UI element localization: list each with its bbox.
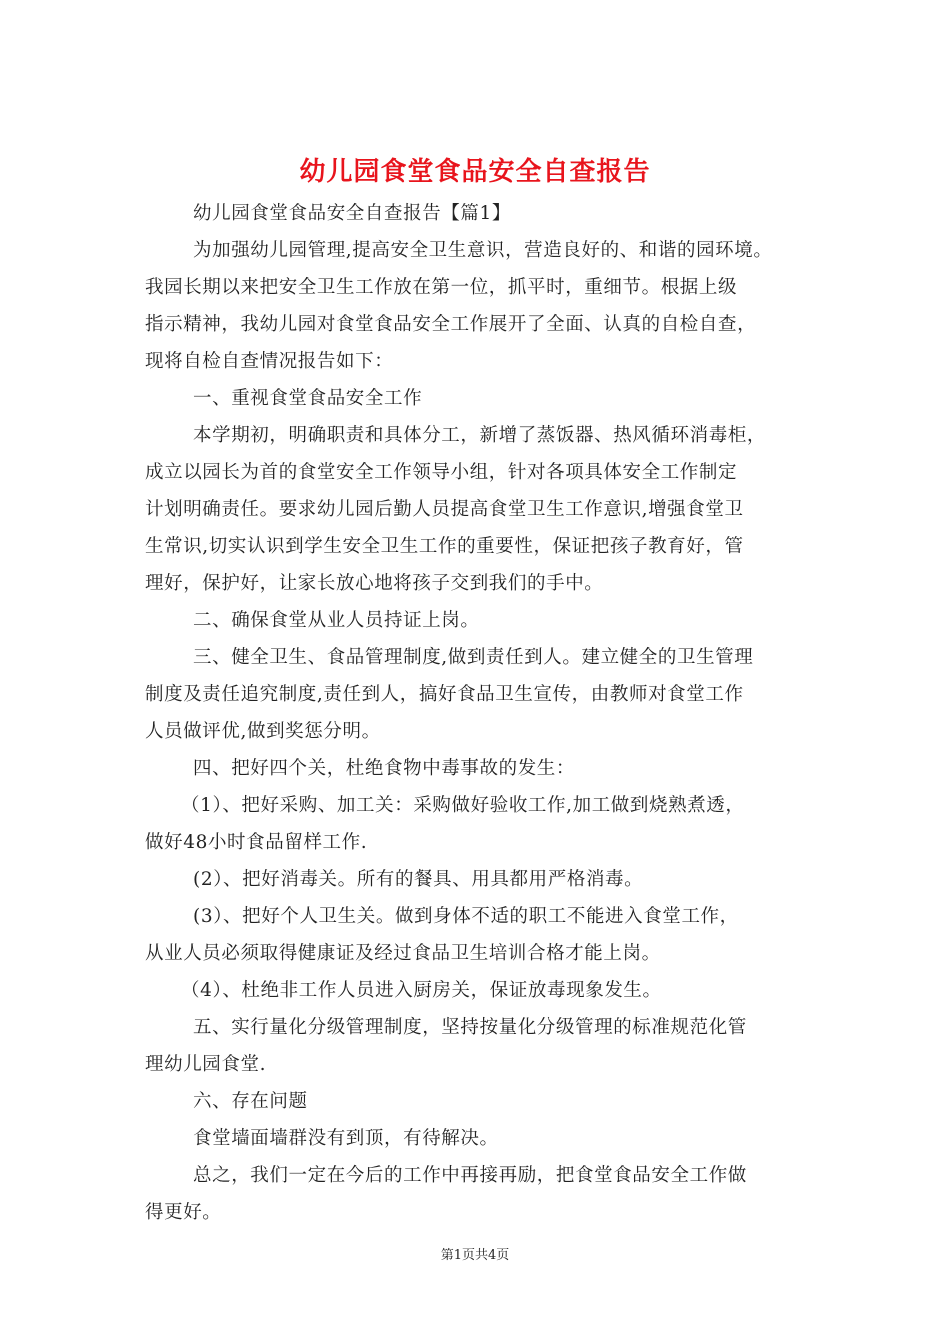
section-heading: 五、实行量化分级管理制度，坚持按量化分级管理的标准规范化管	[193, 1017, 747, 1038]
paragraph-line: 理幼儿园食堂.	[145, 1054, 267, 1075]
list-item: （4）、杜绝非工作人员进入厨房关，保证放毒现象发生。	[181, 980, 662, 1001]
paragraph-line: 成立以园长为首的食堂安全工作领导小组，针对各项具体安全工作制定	[145, 462, 738, 483]
paragraph-line: 理好，保护好，让家长放心地将孩子交到我们的手中。	[145, 573, 604, 594]
section-heading: 六、存在问题	[193, 1091, 308, 1112]
paragraph-line: 现将自检自查情况报告如下：	[145, 351, 394, 372]
paragraph-line: 总之，我们一定在今后的工作中再接再励，把食堂食品安全工作做	[193, 1165, 747, 1186]
paragraph-line: 为加强幼儿园管理,提高安全卫生意识，营造良好的、和谐的园环境。	[193, 240, 773, 261]
paragraph-line: 生常识,切实认识到学生安全卫生工作的重要性，保证把孩子教育好，管	[145, 536, 744, 557]
section-heading: 四、把好四个关，杜绝食物中毒事故的发生：	[193, 758, 576, 779]
paragraph-line: 人员做评优,做到奖惩分明。	[145, 721, 381, 742]
section-heading: 幼儿园食堂食品安全自查报告【篇1】	[193, 203, 511, 224]
document-body	[145, 195, 810, 1231]
paragraph-line: 做好48小时食品留样工作.	[145, 832, 368, 853]
paragraph-line: 本学期初，明确职责和具体分工，新增了蒸饭器、热风循环消毒柜，	[193, 425, 767, 446]
section-heading: 三、健全卫生、食品管理制度,做到责任到人。建立健全的卫生管理	[193, 647, 754, 668]
document-title: 幼儿园食堂食品安全自查报告	[299, 157, 651, 187]
paragraph-line: 得更好。	[145, 1202, 222, 1223]
paragraph-line: 计划明确责任。要求幼儿园后勤人员提高食堂卫生工作意识,增强食堂卫	[145, 499, 744, 520]
paragraph-line: 制度及责任追究制度,责任到人，搞好食品卫生宣传，由教师对食堂工作	[145, 684, 744, 705]
paragraph-line: 我园长期以来把安全卫生工作放在第一位，抓平时，重细节。根据上级	[145, 277, 738, 298]
list-item: （1）、把好采购、加工关：采购做好验收工作,加工做到烧熟煮透，	[181, 795, 745, 816]
page-indicator: 第1页共4页	[440, 1248, 510, 1263]
paragraph-line: 食堂墙面墙群没有到顶，有待解决。	[193, 1128, 499, 1149]
list-item: (2）、把好消毒关。所有的餐具、用具都用严格消毒。	[193, 869, 644, 890]
section-heading: 二、确保食堂从业人员持证上岗。	[193, 610, 480, 631]
list-item: (3）、把好个人卫生关。做到身体不适的职工不能进入食堂工作，	[193, 906, 739, 927]
paragraph-line: 指示精神，我幼儿园对食堂食品安全工作展开了全面、认真的自检自查，	[145, 314, 757, 335]
paragraph-line: 从业人员必须取得健康证及经过食品卫生培训合格才能上岗。	[145, 943, 661, 964]
section-heading: 一、重视食堂食品安全工作	[193, 388, 423, 409]
